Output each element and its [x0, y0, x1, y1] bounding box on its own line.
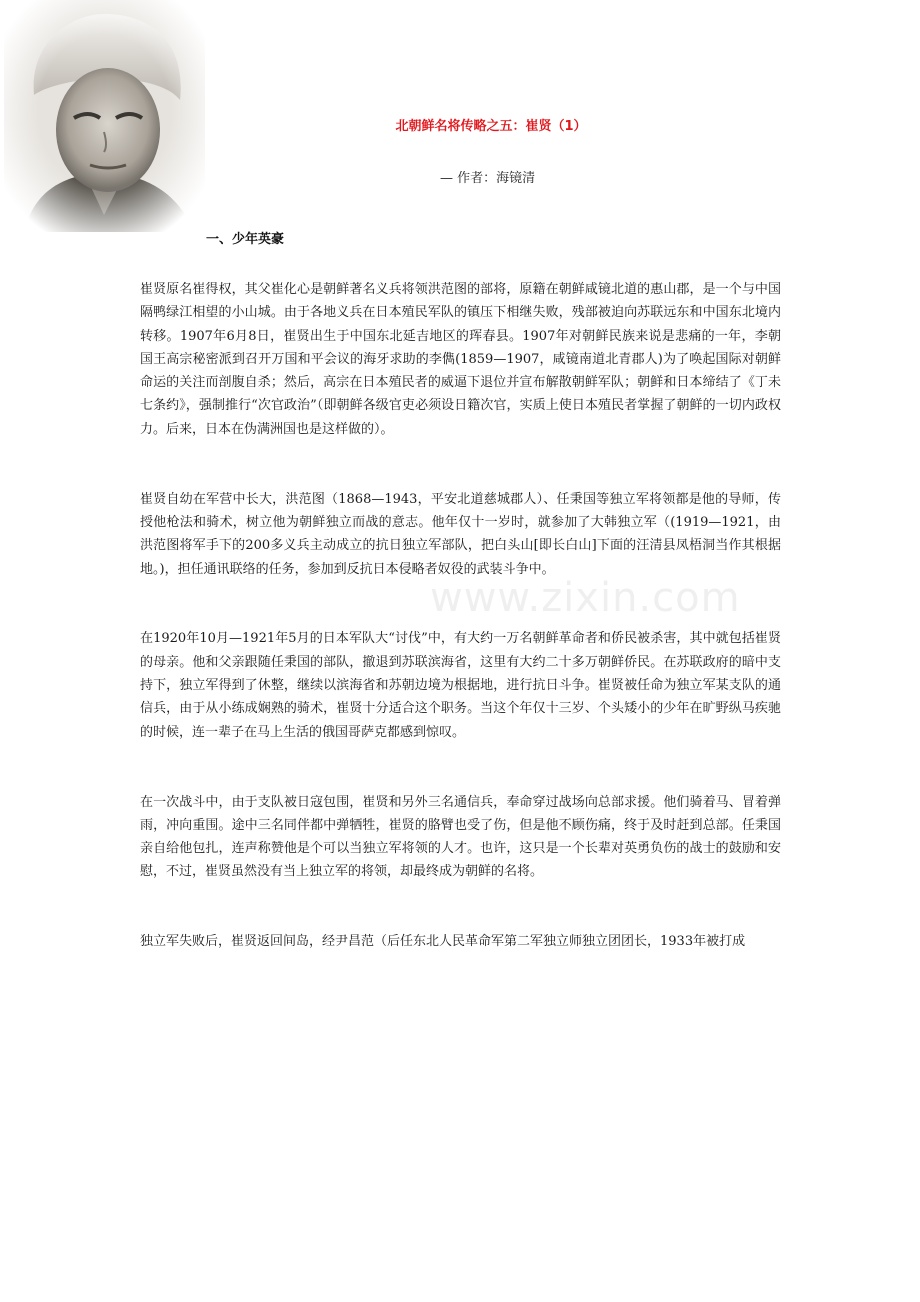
article-body: [140, 278, 781, 954]
article-title: 北朝鲜名将传略之五：崔贤（1）: [395, 119, 587, 134]
author-line: — 作者：海镜清: [440, 171, 536, 186]
paragraph: 在1920年10月—1921年5月的日本军队大“讨伐”中，有大约一万名朝鲜革命者和侨民被杀害，其中就包括崔贤的母亲。他和父亲跟随任秉国的部队，撤退到苏联滨海省，这里有大约二十多万朝鲜侨民。在苏联政府的暗中支持下，独立军得到了休整，继续以滨海省和苏朝边境为根据地，进行抗日斗争。崔贤被任命为独立军某支队的通信兵，由于从小练成娴熟的骑术，崔贤十分适合这个职务。当这个年仅十三岁、个头矮小的少年在旷野纵马疾驰的时候，连一辈子在马上生活的俄国哥萨克都感到惊叹。: [140, 631, 781, 740]
paragraph: 崔贤原名崔得权，其父崔化心是朝鲜著名义兵将领洪范图的部将，原籍在朝鲜咸镜北道的惠山郡，是一个与中国隔鸭绿江相望的小山城。由于各地义兵在日本殖民军队的镇压下相继失败，残部被迫向苏联远东和中国东北境内转移。1907年6月8日，崔贤出生于中国东北延吉地区的珲春县。1907年对朝鲜民族来说是悲痛的一年，李朝国王高宗秘密派到召开万国和平会议的海牙求助的李儁(1859—1907，咸镜南道北青郡人)为了唤起国际对朝鲜命运的关注而剖腹自杀；然后，高宗在日本殖民者的威逼下退位并宣布解散朝鲜军队；朝鲜和日本缔结了《丁未七条约》，强制推行“次官政治”（即朝鲜各级官吏必须设日籍次官，实质上使日本殖民者掌握了朝鲜的一切内政权力。后来，日本在伪满洲国也是这样做的）。: [140, 282, 781, 437]
section-heading: 一、少年英豪: [206, 232, 285, 247]
paragraph: 在一次战斗中，由于支队被日寇包围，崔贤和另外三名通信兵，奉命穿过战场向总部求援。他们骑着马、冒着弹雨，冲向重围。途中三名同伴都中弹牺牲，崔贤的胳臂也受了伤，但是他不顾伤痛，终于及时赶到总部。任秉国亲自给他包扎，连声称赞他是个可以当独立军将领的人才。也许，这只是一个长辈对英勇负伤的战士的鼓励和安慰，不过，崔贤虽然没有当上独立军的将领，却最终成为朝鲜的名将。: [140, 794, 781, 880]
paragraph: 独立军失败后，崔贤返回间岛，经尹昌范（后任东北人民革命军第二军独立师独立团团长，1933年被打成: [140, 934, 746, 950]
watermark-text: www.zixin.com: [430, 575, 741, 621]
paragraph: 崔贤自幼在军营中长大，洪范图（1868—1943，平安北道慈城郡人）、任秉国等独立军将领都是他的导师，传授他枪法和骑术，树立他为朝鲜独立而战的意志。他年仅十一岁时，就参加了大韩独立军（(1919—1921，由洪范图将军手下的200多义兵主动成立的抗日独立军部队，把白头山[即长白山]下面的汪清县凤梧洞当作其根据地。)，担任通讯联络的任务，参加到反抗日本侵略者奴役的武装斗争中。: [140, 491, 781, 577]
